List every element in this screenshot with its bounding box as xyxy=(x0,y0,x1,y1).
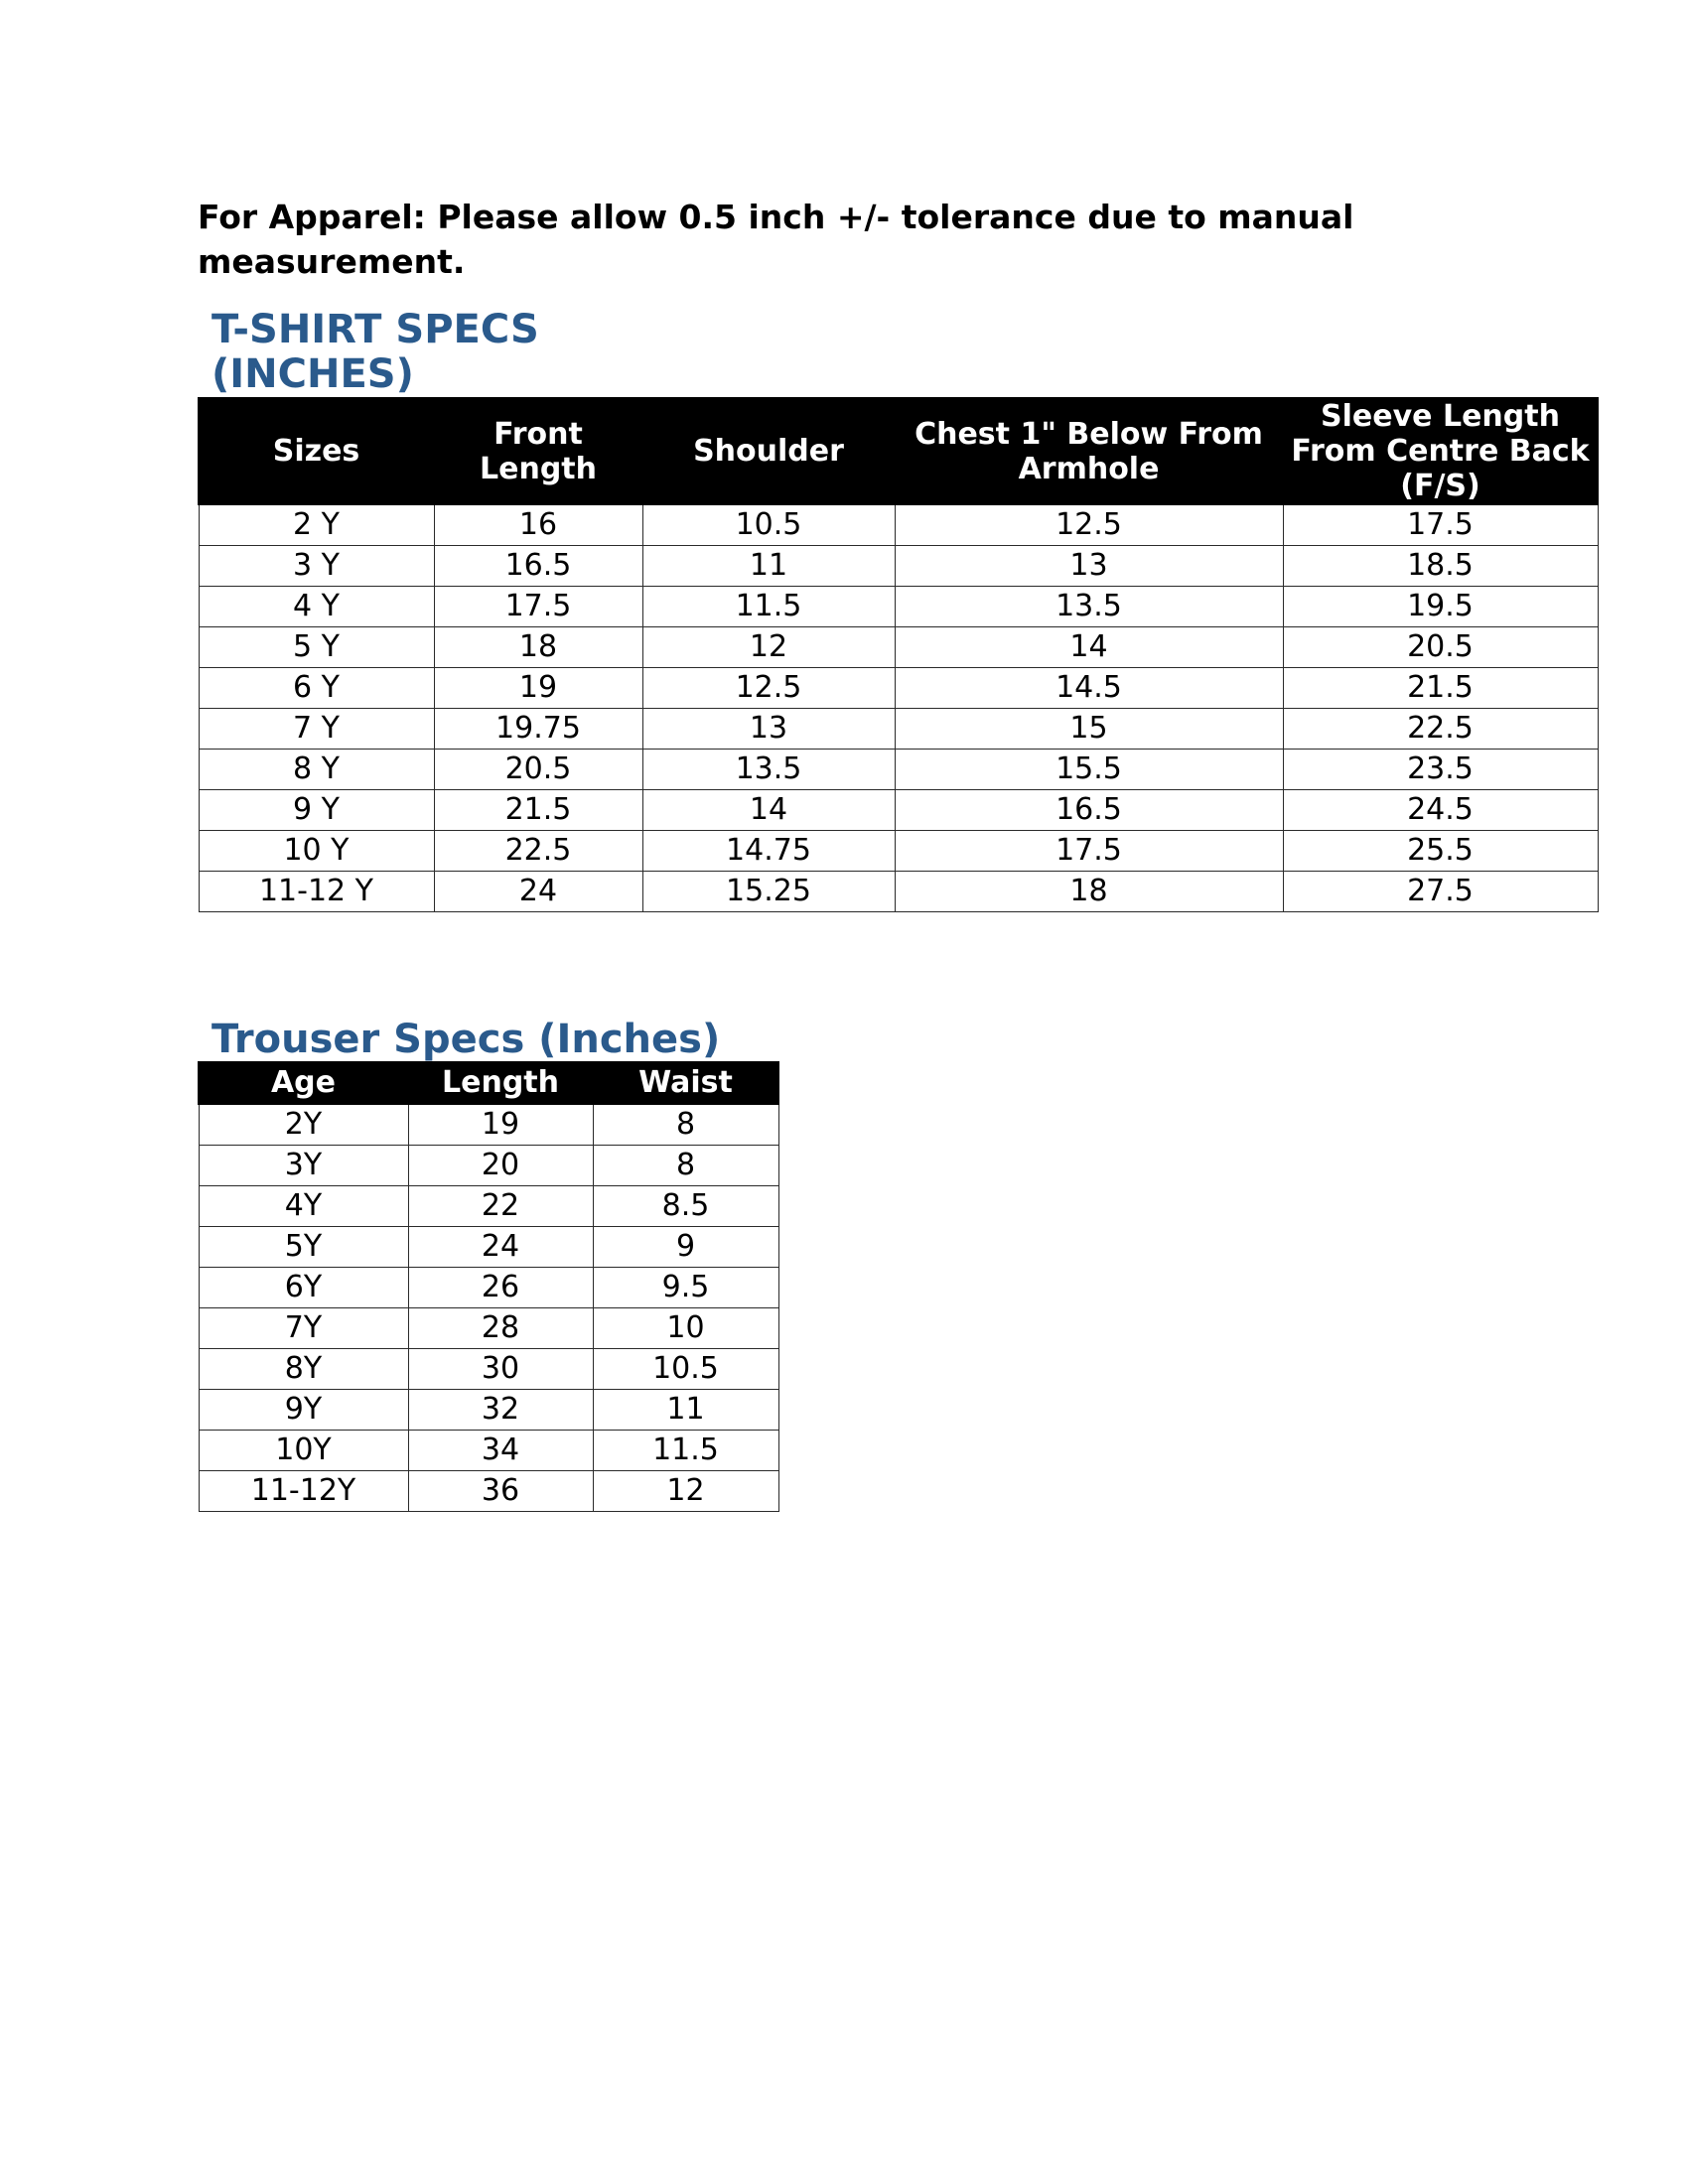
column-header-front-length: Front Length xyxy=(434,398,642,504)
table-cell: 5 Y xyxy=(199,627,434,668)
table-cell: 6Y xyxy=(199,1268,408,1308)
table-cell: 36 xyxy=(408,1471,593,1512)
table-row xyxy=(199,1146,778,1186)
table-cell: 4 Y xyxy=(199,587,434,627)
table-cell: 17.5 xyxy=(895,831,1283,872)
table-cell: 7Y xyxy=(199,1308,408,1349)
table-row xyxy=(199,1308,778,1349)
table-cell: 27.5 xyxy=(1283,872,1598,912)
table-cell: 8 xyxy=(593,1146,778,1186)
table-row xyxy=(199,790,1598,831)
column-header-sizes: Sizes xyxy=(199,398,434,504)
table-row xyxy=(199,831,1598,872)
table-cell: 15 xyxy=(895,709,1283,750)
table-row xyxy=(199,1268,778,1308)
table-cell: 10 xyxy=(593,1308,778,1349)
table-row xyxy=(199,668,1598,709)
table-cell: 7 Y xyxy=(199,709,434,750)
table-cell: 16.5 xyxy=(895,790,1283,831)
table-cell: 12.5 xyxy=(642,668,895,709)
table-cell: 18 xyxy=(434,627,642,668)
table-cell: 34 xyxy=(408,1431,593,1471)
table-cell: 11.5 xyxy=(642,587,895,627)
table-cell: 5Y xyxy=(199,1227,408,1268)
table-cell: 11-12 Y xyxy=(199,872,434,912)
table-cell: 14 xyxy=(642,790,895,831)
table-cell: 13.5 xyxy=(895,587,1283,627)
table-cell: 21.5 xyxy=(434,790,642,831)
table-cell: 19 xyxy=(434,668,642,709)
table-row xyxy=(199,546,1598,587)
table-cell: 16 xyxy=(434,504,642,546)
table-cell: 17.5 xyxy=(1283,504,1598,546)
table-cell: 2 Y xyxy=(199,504,434,546)
table-row xyxy=(199,504,1598,546)
table-cell: 4Y xyxy=(199,1186,408,1227)
table-row xyxy=(199,1227,778,1268)
table-cell: 10Y xyxy=(199,1431,408,1471)
table-cell: 13 xyxy=(895,546,1283,587)
table-cell: 22.5 xyxy=(434,831,642,872)
table-cell: 17.5 xyxy=(434,587,642,627)
tshirt-specs-table xyxy=(198,397,1599,912)
column-header-sleeve-length: Sleeve Length From Centre Back (F/S) xyxy=(1283,398,1598,504)
table-cell: 14.75 xyxy=(642,831,895,872)
table-cell: 11-12Y xyxy=(199,1471,408,1512)
column-header-length: Length xyxy=(408,1062,593,1104)
table-cell: 19 xyxy=(408,1104,593,1146)
table-row xyxy=(199,1471,778,1512)
column-header-waist: Waist xyxy=(593,1062,778,1104)
table-cell: 12 xyxy=(593,1471,778,1512)
table-cell: 9 xyxy=(593,1227,778,1268)
table-cell: 20.5 xyxy=(434,750,642,790)
table-cell: 28 xyxy=(408,1308,593,1349)
table-cell: 13 xyxy=(642,709,895,750)
table-cell: 32 xyxy=(408,1390,593,1431)
table-row xyxy=(199,1186,778,1227)
table-cell: 20.5 xyxy=(1283,627,1598,668)
table-header-row xyxy=(199,398,1598,504)
table-row xyxy=(199,1104,778,1146)
table-cell: 11.5 xyxy=(593,1431,778,1471)
table-row xyxy=(199,1349,778,1390)
table-row xyxy=(199,587,1598,627)
table-cell: 14.5 xyxy=(895,668,1283,709)
column-header-age: Age xyxy=(199,1062,408,1104)
table-row xyxy=(199,709,1598,750)
table-row xyxy=(199,872,1598,912)
table-row xyxy=(199,750,1598,790)
table-cell: 26 xyxy=(408,1268,593,1308)
table-cell: 24.5 xyxy=(1283,790,1598,831)
table-cell: 11 xyxy=(593,1390,778,1431)
table-cell: 21.5 xyxy=(1283,668,1598,709)
table-row xyxy=(199,627,1598,668)
table-cell: 2Y xyxy=(199,1104,408,1146)
table-cell: 8.5 xyxy=(593,1186,778,1227)
table-header-row xyxy=(199,1062,778,1104)
table-cell: 8 xyxy=(593,1104,778,1146)
column-header-shoulder: Shoulder xyxy=(642,398,895,504)
table-cell: 23.5 xyxy=(1283,750,1598,790)
table-cell: 20 xyxy=(408,1146,593,1186)
table-cell: 11 xyxy=(642,546,895,587)
table-cell: 19.75 xyxy=(434,709,642,750)
table-cell: 22 xyxy=(408,1186,593,1227)
table-cell: 25.5 xyxy=(1283,831,1598,872)
column-header-chest: Chest 1" Below From Armhole xyxy=(895,398,1283,504)
table-cell: 10.5 xyxy=(642,504,895,546)
table-cell: 14 xyxy=(895,627,1283,668)
table-cell: 3 Y xyxy=(199,546,434,587)
table-cell: 12.5 xyxy=(895,504,1283,546)
table-cell: 24 xyxy=(434,872,642,912)
table-cell: 16.5 xyxy=(434,546,642,587)
table-row xyxy=(199,1390,778,1431)
table-cell: 9 Y xyxy=(199,790,434,831)
table-cell: 15.25 xyxy=(642,872,895,912)
table-cell: 19.5 xyxy=(1283,587,1598,627)
table-cell: 30 xyxy=(408,1349,593,1390)
trouser-specs-title: Trouser Specs (Inches) xyxy=(211,1017,721,1062)
trouser-specs-table xyxy=(198,1061,779,1512)
table-cell: 8 Y xyxy=(199,750,434,790)
table-cell: 10.5 xyxy=(593,1349,778,1390)
table-cell: 22.5 xyxy=(1283,709,1598,750)
table-cell: 12 xyxy=(642,627,895,668)
table-cell: 9Y xyxy=(199,1390,408,1431)
table-cell: 10 Y xyxy=(199,831,434,872)
table-cell: 18 xyxy=(895,872,1283,912)
tolerance-note: For Apparel: Please allow 0.5 inch +/- tolerance due to manual measurement. xyxy=(198,198,1354,281)
table-cell: 8Y xyxy=(199,1349,408,1390)
tshirt-specs-title: T-SHIRT SPECS (INCHES) xyxy=(211,307,539,397)
table-cell: 15.5 xyxy=(895,750,1283,790)
table-cell: 9.5 xyxy=(593,1268,778,1308)
table-cell: 13.5 xyxy=(642,750,895,790)
table-cell: 18.5 xyxy=(1283,546,1598,587)
table-cell: 6 Y xyxy=(199,668,434,709)
table-cell: 3Y xyxy=(199,1146,408,1186)
table-cell: 24 xyxy=(408,1227,593,1268)
table-row xyxy=(199,1431,778,1471)
